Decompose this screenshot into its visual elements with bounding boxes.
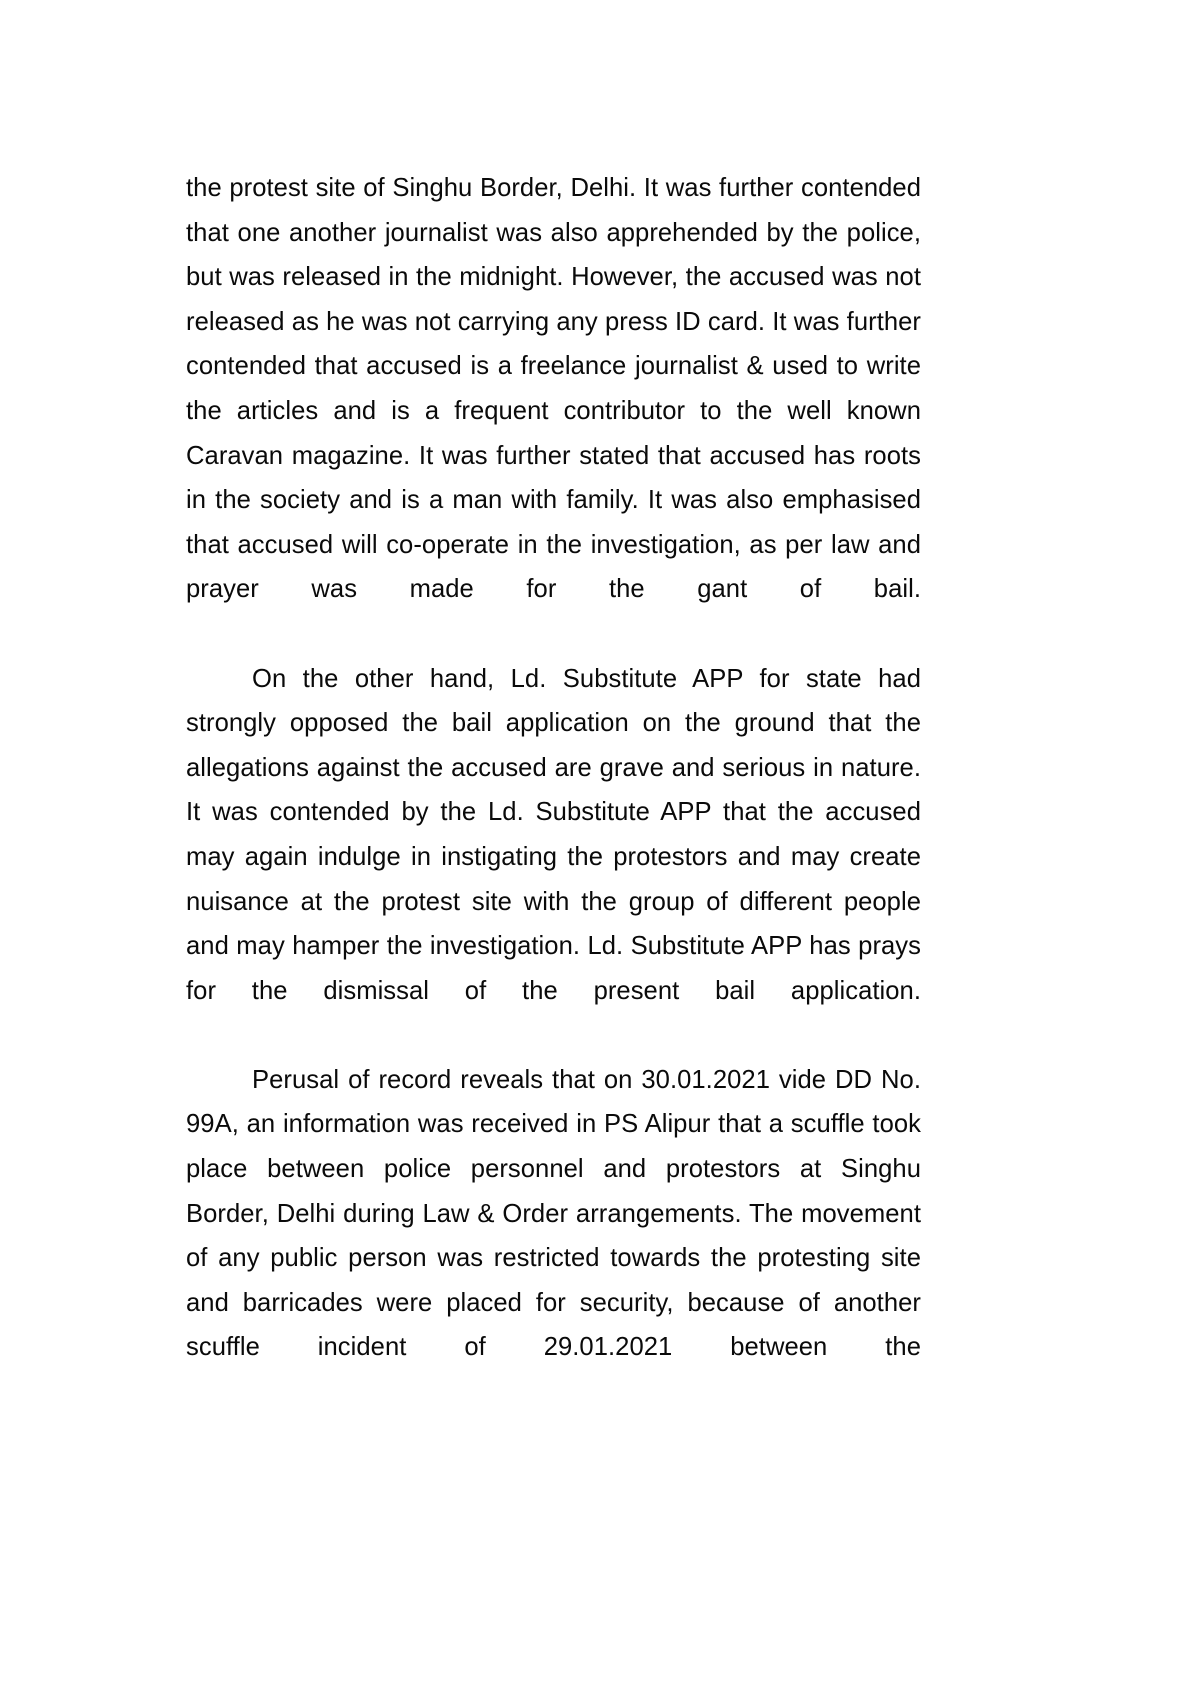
document-body: [186, 166, 921, 1415]
paragraph-3: Perusal of record reveals that on 30.01.2021 vide DD No. 99A, an information was received in PS Alipur that a scuffle took place between police personnel and protestors at Singhu Border, Delhi during Law & Order arrangements. The movement of any public person was restricted towards the protesting site and barricades were placed for security, because of another scuffle incident of 29.01.2021 between the: [186, 1065, 921, 1362]
paragraph-2: On the other hand, Ld. Substitute APP for state had strongly opposed the bail application on the ground that the allegations against the accused are grave and serious in nature. It was contended by the Ld. Substitute APP that the accused may again indulge in instigating the protestors and may create nuisance at the protest site with the group of different people and may hamper the investigation. Ld. Substitute APP has prays for the dismissal of the present bail application.: [186, 664, 921, 1005]
paragraph-1: the protest site of Singhu Border, Delhi. It was further contended that one another journalist was also apprehended by the police, but was released in the midnight. However, the accused was not released as he was not carrying any press ID card. It was further contended that accused is a freelance journalist & used to write the articles and is a frequent contributor to the well known Caravan magazine. It was further stated that accused has roots in the society and is a man with family. It was also emphasised that accused will co-operate in the investigation, as per law and prayer was made for the gant of bail.: [186, 174, 921, 604]
